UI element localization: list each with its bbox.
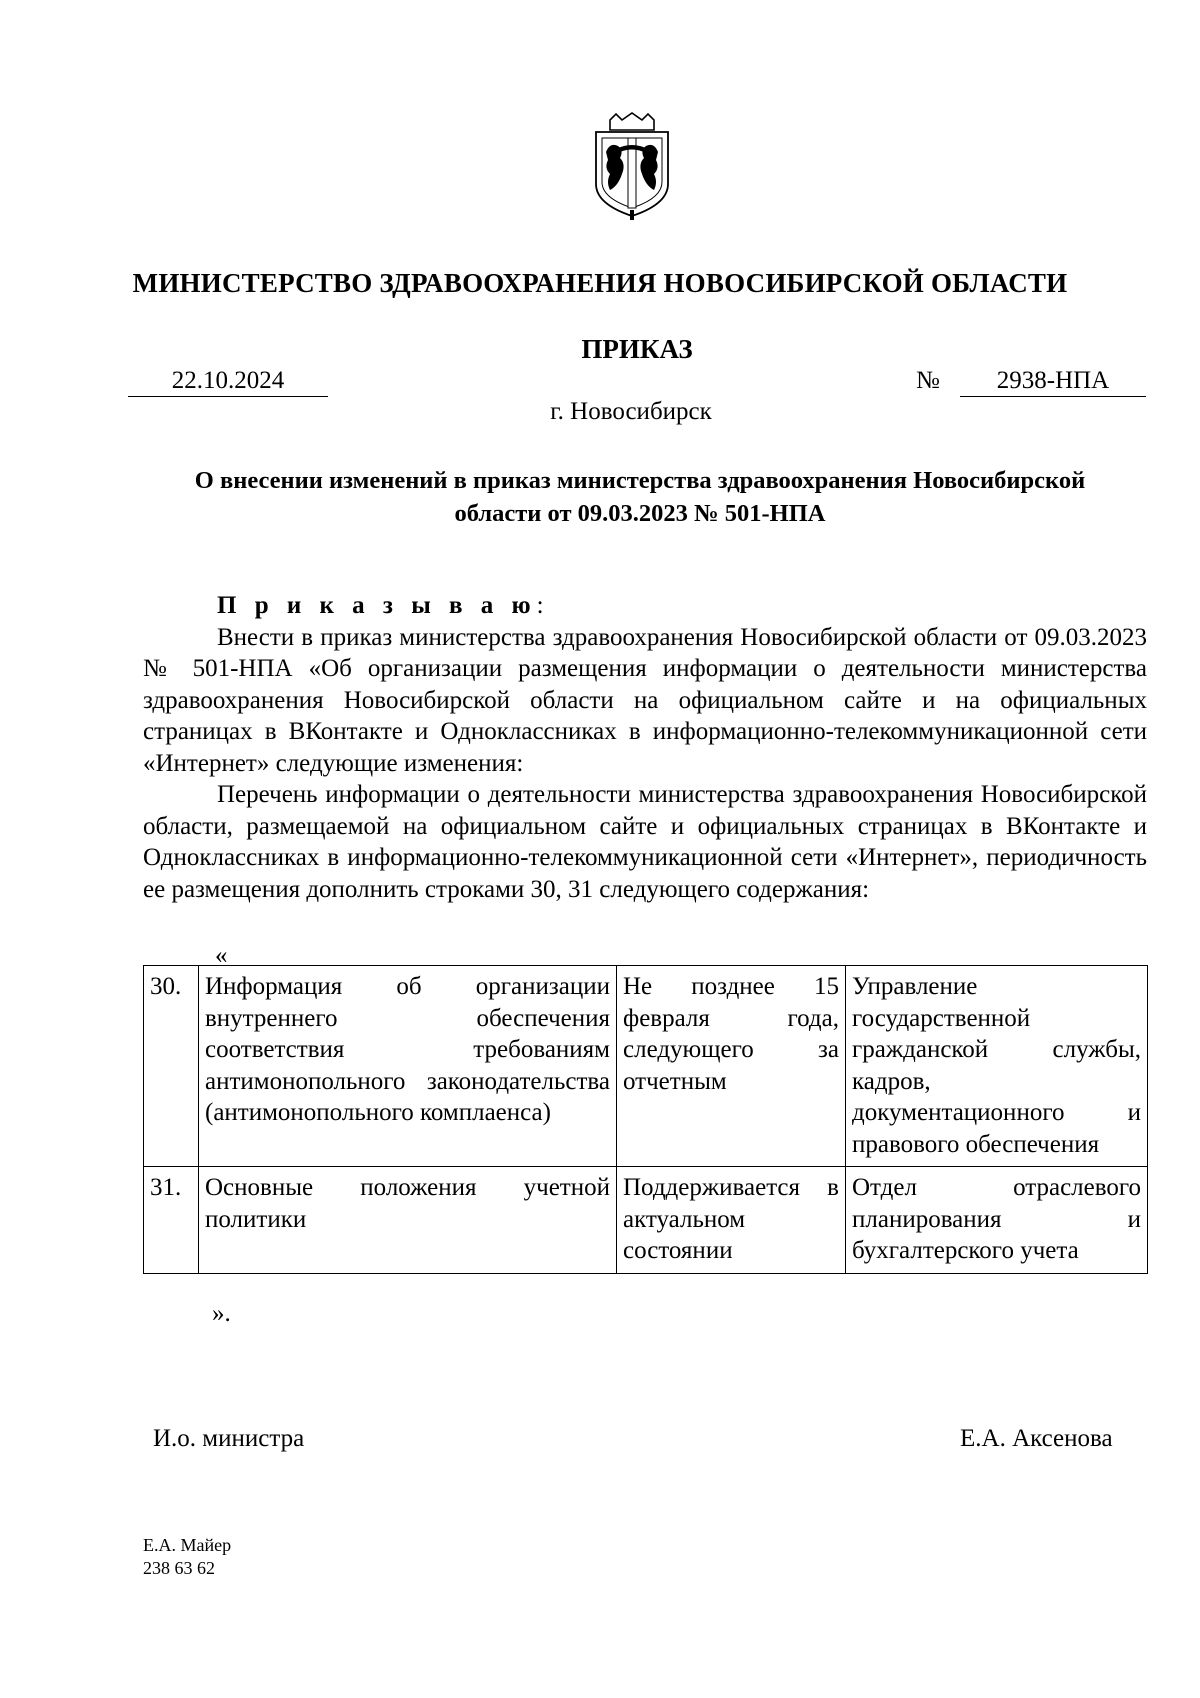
signatory-name: Е.А. Аксенова — [960, 1425, 1113, 1452]
order-number: 2938-НПА — [960, 366, 1146, 397]
order-body — [143, 590, 1147, 905]
signatory-position: И.о. министра — [153, 1425, 305, 1452]
row-responsible: Управление государственной гражданской службы, кадров, документационного и правового обеспечения — [846, 966, 1148, 1167]
executor-info — [143, 1534, 231, 1580]
subject-line-1: О внесении изменений в приказ министерства здравоохранения Новосибирской — [194, 467, 1086, 494]
table-row — [144, 966, 1148, 1167]
subject-line-2: области от 09.03.2023 № 501-НПА — [454, 500, 826, 527]
table-row — [144, 1167, 1148, 1274]
row-period: Поддерживается в актуальном состоянии — [617, 1167, 846, 1274]
order-subject — [128, 464, 1152, 530]
row-number: 31. — [144, 1167, 199, 1274]
document-type-title: ПРИКАЗ — [581, 334, 693, 364]
row-number: 30. — [144, 966, 199, 1167]
body-paragraph-2: Перечень информации о деятельности министерства здравоохранения Новосибирской области, размещаемой на официальном сайте и официальных страницах в ВКонтакте и Одноклассниках в информационно-телекоммуникационной сети «Интернет», периодичность ее размещения дополнить строками 30, 31 следующего содержания: — [143, 781, 1147, 903]
order-colon: : — [536, 592, 544, 619]
order-directive — [143, 590, 1147, 622]
row-info: Основные положения учетной политики — [199, 1167, 617, 1274]
executor-name: Е.А. Майер — [143, 1535, 232, 1555]
city-name: г. Новосибирск — [550, 398, 712, 425]
close-quote-mark: ». — [212, 1300, 231, 1327]
inserted-rows-table — [143, 965, 1148, 1274]
ministry-name: МИНИСТЕРСТВО ЗДРАВООХРАНЕНИЯ НОВОСИБИРСКОЙ ОБЛАСТИ — [132, 268, 1068, 298]
executor-phone: 238 63 62 — [143, 1558, 215, 1578]
row-responsible: Отдел отраслевого планирования и бухгалтерского учета — [846, 1167, 1148, 1274]
order-word: П р и к а з ы в а ю — [217, 592, 537, 619]
body-paragraph-1: Внести в приказ министерства здравоохранения Новосибирской области от 09.03.2023 № 501-НПА «Об организации размещения информации о деятельности министерства здравоохранения Новосибирской области на официальном сайте и на официальных страницах в ВКонтакте и Одноклассниках в информационно-телекоммуникационной сети «Интернет» следующие изменения: — [143, 623, 1147, 777]
number-sign: № — [916, 367, 940, 394]
row-period: Не позднее 15 февраля года, следующего за отчетным — [617, 966, 846, 1167]
coat-of-arms-icon — [588, 112, 676, 222]
open-quote-mark: « — [215, 942, 228, 969]
row-info: Информация об организации внутреннего обеспечения соответствия требованиям антимонопольного законодательства (антимонопольного комплаенса) — [199, 966, 617, 1167]
order-date: 22.10.2024 — [128, 366, 328, 397]
